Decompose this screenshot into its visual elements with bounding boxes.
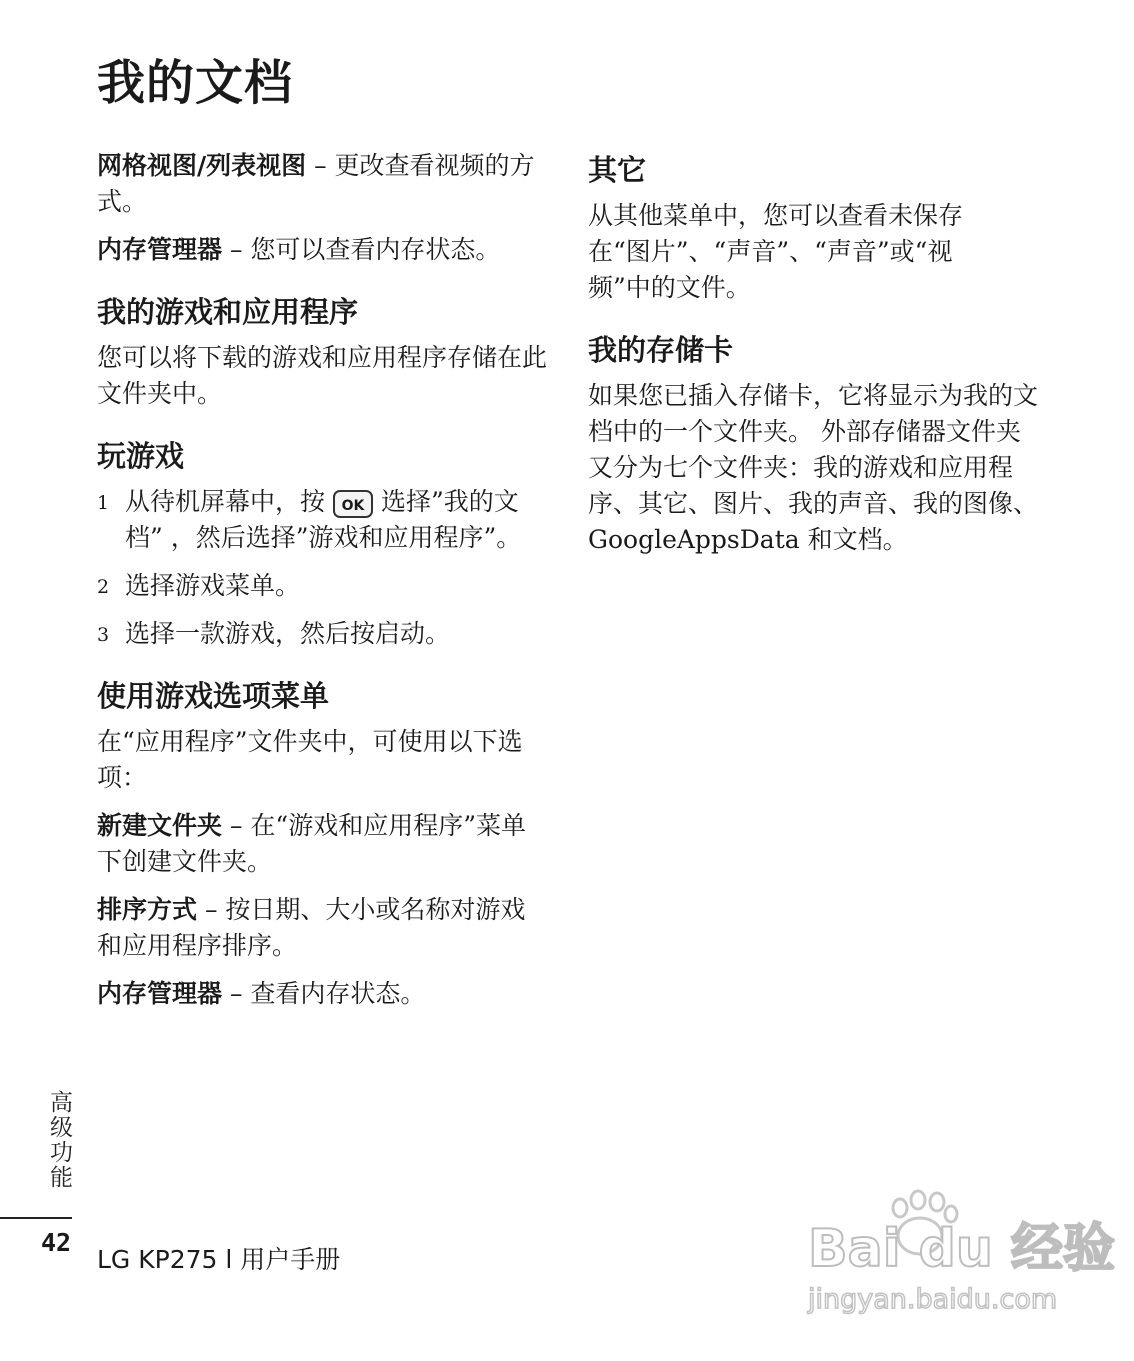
page-number: 42	[41, 1228, 72, 1257]
memory-manager-term: 内存管理器	[97, 235, 223, 264]
step-3	[97, 616, 549, 652]
page-title: 我的文档	[97, 55, 294, 111]
left-column	[97, 148, 549, 1024]
sort-by-item	[97, 892, 549, 964]
watermark-logo-text: Bai du 经验	[808, 1219, 1115, 1279]
games-apps-text: 您可以将下载的游戏和应用程序存储在此文件夹中。	[97, 343, 548, 408]
watermark-url: jingyan.baidu.com	[808, 1284, 1058, 1315]
memory-card-heading: 我的存储卡	[588, 333, 734, 367]
others-text: 从其他菜单中，您可以查看未保存在“图片”、“声音”、“声音”或“视频”中的文件。	[588, 201, 964, 302]
sort-by-term: 排序方式	[97, 895, 198, 924]
new-folder-term: 新建文件夹	[97, 811, 223, 840]
memory-manager-option-term: 内存管理器	[97, 979, 223, 1008]
footer-divider	[0, 1217, 72, 1219]
memory-manager-option-item	[97, 976, 549, 1012]
step-number: 3	[97, 624, 110, 646]
others-heading: 其它	[588, 153, 647, 187]
sort-by-desc: – 按日期、大小或名称对游戏和应用程序排序。	[97, 895, 526, 960]
step-number: 2	[97, 576, 110, 598]
baidu-watermark-logo	[800, 1188, 1115, 1318]
step-number: 1	[97, 492, 110, 514]
memory-card-text: 如果您已插入存储卡，它将显示为我的文档中的一个文件夹。 外部存储器文件夹又分为七个文件夹：我的游戏和应用程序、其它、图片、我的声音、我的图像、GoogleAppsData 和文档。	[588, 381, 1039, 554]
manual-title: LG KP275 l 用户手册	[97, 1245, 341, 1274]
play-games-heading: 玩游戏	[97, 439, 185, 473]
games-apps-heading: 我的游戏和应用程序	[97, 295, 359, 329]
step-text: 从待机屏幕中，按	[125, 487, 326, 516]
section-side-label: 高级功能	[46, 1090, 72, 1190]
new-folder-desc: – 在“游戏和应用程序”菜单下创建文件夹。	[97, 811, 526, 876]
game-options-heading: 使用游戏选项菜单	[97, 679, 330, 713]
play-games-steps	[97, 484, 549, 652]
right-column	[588, 148, 1040, 570]
memory-manager-desc: – 您可以查看内存状态。	[222, 235, 501, 264]
step-1	[97, 484, 549, 556]
ok-key-icon: OK	[333, 490, 373, 518]
step-text: 选择一款游戏，然后按启动。	[125, 619, 451, 648]
grid-view-desc: – 更改查看视频的方式。	[97, 151, 535, 216]
step-text: 选择”我的文档” ，然后选择”游戏和应用程序”。	[125, 487, 522, 552]
memory-manager-option-desc: – 查看内存状态。	[222, 979, 426, 1008]
grid-view-term: 网格视图/列表视图	[97, 151, 307, 180]
step-text: 选择游戏菜单。	[125, 571, 301, 600]
grid-view-item	[97, 148, 549, 220]
memory-manager-item	[97, 232, 549, 268]
game-options-intro: 在“应用程序”文件夹中，可使用以下选项：	[97, 727, 523, 792]
step-2	[97, 568, 549, 604]
new-folder-item	[97, 808, 549, 880]
